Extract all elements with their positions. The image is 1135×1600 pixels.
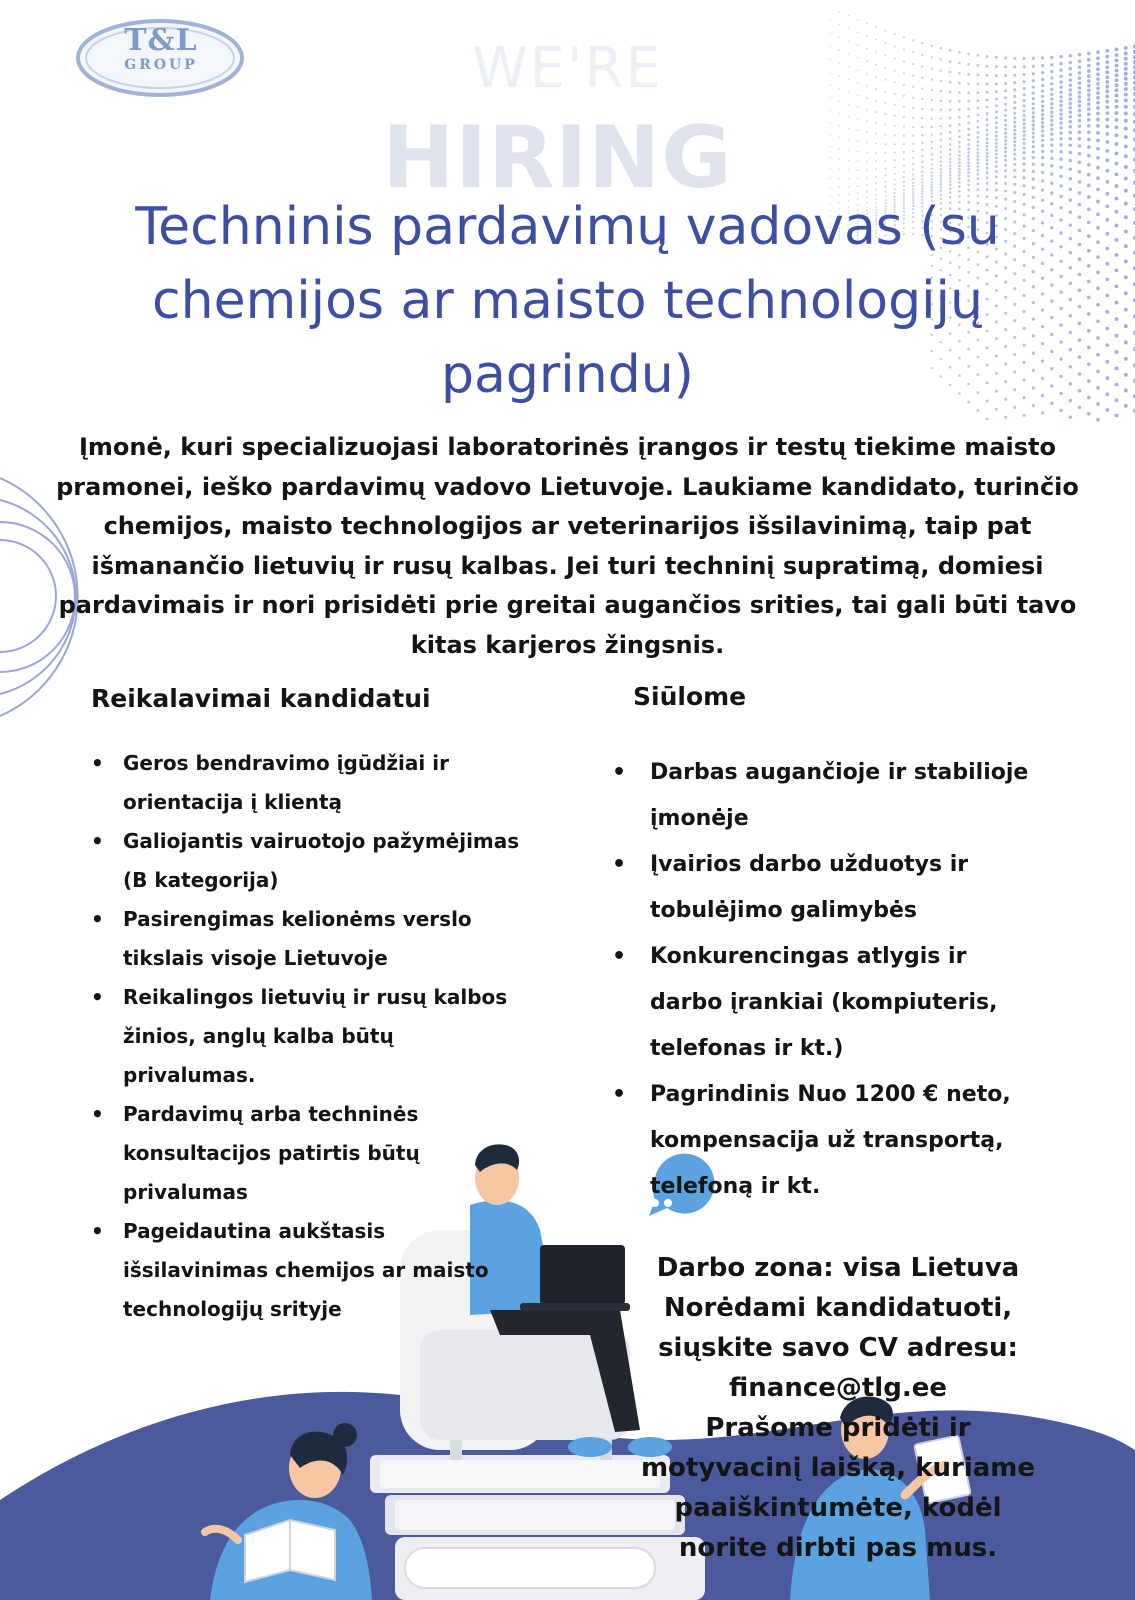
wave-dot [1124, 291, 1128, 295]
wave-dot [1115, 366, 1119, 370]
wave-dot [1050, 102, 1053, 105]
wave-dot [1096, 226, 1100, 230]
wave-dot [1096, 418, 1100, 422]
wave-dot [986, 417, 989, 420]
wave-dot [1069, 102, 1073, 106]
wave-dot [857, 31, 859, 33]
wave-dot [1087, 362, 1091, 366]
wave-dot [1096, 336, 1100, 340]
wave-dot [1115, 133, 1119, 137]
wave-dot [1124, 111, 1128, 115]
wave-dot [1004, 103, 1007, 106]
wave-dot [1023, 104, 1026, 107]
wave-dot [894, 104, 896, 106]
wave-dot [1087, 346, 1091, 350]
job-title: Techninis pardavimų vadovas (su chemijos ar maisto technologijų pagrindu) [135, 197, 1000, 405]
wave-dot [1124, 357, 1128, 361]
wave-dot [1078, 273, 1082, 277]
banner-were: WE'RE [472, 36, 663, 101]
list-item: • Pardavimų arba techninės konsultacijos patirtis būtų privalumas [91, 1095, 521, 1212]
work-zone-text: Darbo zona: visa Lietuva [656, 1253, 1020, 1283]
offer-list [612, 750, 1032, 1210]
wave-dot [1096, 386, 1100, 390]
wave-dot [1124, 177, 1128, 181]
wave-dot [1124, 119, 1128, 123]
wave-dot [1105, 294, 1109, 298]
wave-dot [1078, 355, 1082, 359]
wave-dot [1105, 232, 1109, 236]
wave-dot [838, 11, 840, 13]
offer-heading: Siūlome [633, 682, 747, 711]
wave-dot [1087, 379, 1091, 383]
logo-main-text: T&L [124, 23, 198, 58]
wave-dot [1115, 118, 1119, 122]
wave-dot [1124, 165, 1128, 169]
wave-dot [1096, 402, 1100, 406]
wave-dot [1087, 249, 1091, 253]
wave-dot [1023, 414, 1026, 417]
wave-dot [1105, 247, 1109, 251]
wave-dot [1004, 416, 1007, 419]
contact-block [628, 1248, 1048, 1568]
wave-dot [1115, 105, 1119, 109]
wave-dot [1087, 312, 1091, 316]
wave-dot [1078, 406, 1082, 410]
wave-dot [1115, 253, 1119, 257]
wave-dot [1105, 343, 1109, 347]
logo-sub-text: GROUP [124, 57, 198, 73]
list-item: • Reikalingos lietuvių ir rusų kalbos žinios, anglų kalba būtų privalumas. [91, 978, 521, 1095]
wave-dot [1096, 287, 1100, 291]
wave-dot [1124, 260, 1128, 264]
list-item: • Pagrindinis Nuo 1200 € neto, kompensacija už transportą, telefoną ir kt. [612, 1072, 1032, 1210]
list-item: • Įvairios darbo užduotys ir tobulėjimo galimybės [612, 842, 1032, 934]
list-item: • Galiojantis vairuotojo pažymėjimas (B kategorija) [91, 822, 521, 900]
wave-dot [1124, 404, 1128, 408]
wave-dot [1115, 284, 1119, 288]
requirements-heading: Reikalavimai kandidatui [91, 684, 431, 713]
wave-dot [866, 22, 868, 24]
wave-dot [1115, 125, 1119, 129]
wave-dot [1124, 215, 1128, 219]
wave-dot [1124, 127, 1128, 131]
wave-dot [1087, 264, 1091, 268]
wave-dot [884, 30, 886, 32]
wave-dot [995, 104, 998, 107]
wave-dot [1087, 280, 1091, 284]
wave-dot [1124, 202, 1128, 206]
wave-dot [1115, 184, 1119, 188]
wave-dot [1115, 398, 1119, 402]
wave-dot [1087, 102, 1091, 106]
wave-dot [1115, 172, 1119, 176]
wave-dot [857, 19, 859, 21]
wave-dot [1105, 408, 1109, 412]
wave-dot [1096, 213, 1100, 217]
wave-dot [1087, 221, 1091, 225]
wave-dot [1105, 278, 1109, 282]
wave-dot [1115, 111, 1119, 115]
wave-dot [1115, 142, 1119, 146]
wave-dot [1115, 301, 1119, 305]
wave-dot [884, 102, 886, 104]
wave-dot [1115, 268, 1119, 272]
wave-dot [1124, 373, 1128, 377]
wave-dot [1115, 334, 1119, 338]
wave-dot [1105, 376, 1109, 380]
wave-dot [1078, 289, 1082, 293]
wave-dot [1096, 240, 1100, 244]
wave-dot [829, 7, 831, 9]
wave-dot [1115, 224, 1119, 228]
wave-dot [894, 33, 896, 35]
wave-dot [1087, 207, 1091, 211]
wave-dot [1078, 389, 1082, 393]
wave-dot [1124, 275, 1128, 279]
wave-dot [1124, 308, 1128, 312]
wave-dot [1096, 303, 1100, 307]
wave-dot [1115, 197, 1119, 201]
motivation-note: Prašome pridėti ir motyvacinį laišką, kuriame paaiškintumėte, kodėl norite dirbti pas mus. [640, 1413, 1036, 1563]
wave-dot [1105, 218, 1109, 222]
wave-dot [829, 32, 831, 34]
intro-paragraph: Įmonė, kuri specializuojasi laboratorinės įrangos ir testų tiekime maisto pramonei, ieško pardavimų vadovo Lietuvoje. Laukiame kandidato, turinčio chemijos, maisto technologijos ar veterinarijos išsilavinimą, taip pat išmanančio lietuvių ir rusų kalbas. Jei turi techninį supratimą, domiesi pardavimais ir nori prisidėti prie greitai augančios srities, tai gali būti tavo kitas karjeros žingsnis. [56, 433, 1079, 659]
wave-dot [1115, 151, 1119, 155]
wave-dot [1087, 296, 1091, 300]
wave-dot [1078, 229, 1082, 233]
wave-dot [848, 104, 850, 106]
wave-dot [1124, 389, 1128, 393]
wave-dot [1124, 341, 1128, 345]
wave-dot [1078, 372, 1082, 376]
wave-dot [1013, 101, 1016, 104]
wave-dot [1087, 412, 1091, 416]
wave-dot [1096, 370, 1100, 374]
wave-dot [1124, 105, 1128, 109]
wave-dot [1069, 415, 1073, 419]
wave-dot [1115, 162, 1119, 166]
wave-dot [1105, 327, 1109, 331]
wave-dot [1096, 319, 1100, 323]
wave-dot [1096, 255, 1100, 259]
wave-dot [1078, 338, 1082, 342]
wave-dot [1115, 383, 1119, 387]
wave-dot [875, 26, 877, 28]
wave-dot [1115, 238, 1119, 242]
wave-dot [1115, 210, 1119, 214]
list-item: • Pasirengimas kelionėms verslo tikslais visoje Lietuvoje [91, 900, 521, 978]
wave-dot [1115, 350, 1119, 354]
list-item: • Geros bendravimo įgūdžiai ir orientacija į klientą [91, 744, 521, 822]
wave-dot [1096, 101, 1100, 105]
wave-dot [829, 20, 831, 22]
list-item: • Darbas augančioje ir stabilioje įmonėje [612, 750, 1032, 842]
wave-dot [1087, 329, 1091, 333]
wave-dot [1105, 262, 1109, 266]
wave-dot [1124, 189, 1128, 193]
wave-dot [1096, 271, 1100, 275]
wave-dot [1078, 215, 1082, 219]
wave-dot [1115, 317, 1119, 321]
wave-dot [1059, 104, 1062, 107]
wave-dot [1087, 234, 1091, 238]
wave-dot [848, 28, 850, 30]
list-item: • Pageidautina aukštasis išsilavinimas chemijos ar maisto technologijų srityje [91, 1212, 521, 1329]
banner-hiring: HIRING [382, 108, 733, 208]
wave-dot [1032, 102, 1035, 105]
wave-dot [1124, 135, 1128, 139]
wave-dot [1124, 144, 1128, 148]
wave-dot [1078, 322, 1082, 326]
wave-dot [1105, 360, 1109, 364]
wave-dot [1124, 244, 1128, 248]
apply-instructions: Norėdami kandidatuoti, siųskite savo CV adresu: [658, 1293, 1018, 1363]
wave-dot [1087, 396, 1091, 400]
wave-dot [1096, 353, 1100, 357]
contact-email[interactable]: finance@tlg.ee [729, 1373, 947, 1403]
wave-dot [1078, 305, 1082, 309]
wave-dot [848, 15, 850, 17]
wave-dot [1115, 414, 1119, 418]
wave-dot [1105, 392, 1109, 396]
wave-dot [1124, 229, 1128, 233]
wave-dot [1078, 243, 1082, 247]
list-item: • Konkurencingas atlygis ir darbo įrankiai (kompiuteris, telefonas ir kt.) [612, 934, 1032, 1072]
requirements-list [91, 744, 521, 1329]
wave-dot [1124, 154, 1128, 158]
wave-dot [1124, 324, 1128, 328]
wave-dot [1078, 257, 1082, 261]
wave-dot [838, 24, 840, 26]
wave-dot [1105, 310, 1109, 314]
